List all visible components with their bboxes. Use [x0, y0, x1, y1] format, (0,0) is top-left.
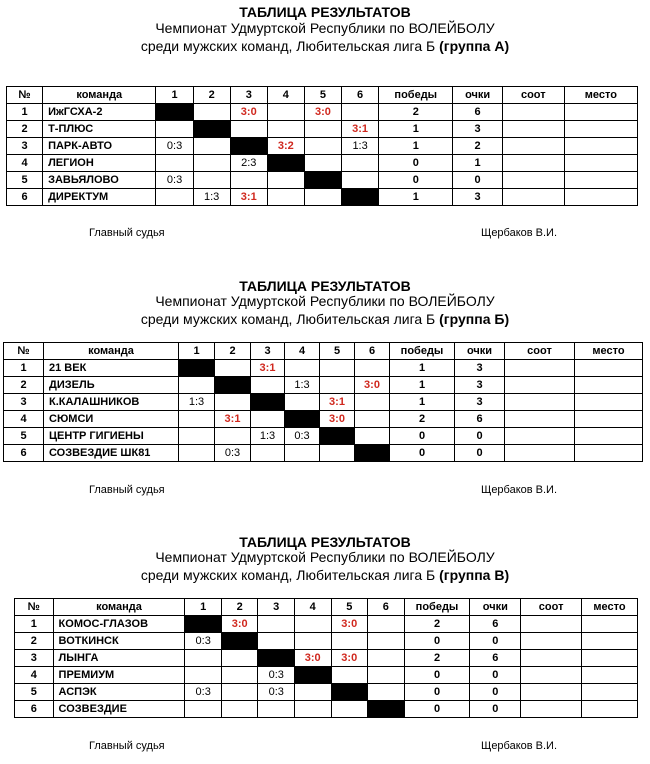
results-table	[14, 598, 638, 718]
self-match-cell	[267, 155, 304, 172]
column-header-c2: 2	[193, 87, 230, 104]
column-header-c2: 2	[215, 343, 251, 360]
column-header-place: место	[564, 87, 637, 104]
table-row	[15, 667, 638, 684]
judge-label: Главный судья	[89, 227, 165, 239]
score-cell: 0:3	[185, 633, 222, 650]
column-header-place: место	[582, 599, 638, 616]
score-cell	[342, 172, 379, 189]
column-header-pts: очки	[470, 599, 521, 616]
group-label: (группа В)	[439, 567, 510, 583]
score-cell: 3:0	[331, 616, 368, 633]
table-row	[7, 138, 638, 155]
score-cell	[368, 616, 405, 633]
score-cell	[355, 428, 390, 445]
ratio-cell	[502, 138, 564, 155]
row-number: 5	[7, 172, 43, 189]
table-row	[4, 360, 643, 377]
results-table	[3, 342, 643, 462]
self-match-cell	[215, 377, 251, 394]
score-cell	[258, 701, 295, 718]
ratio-cell	[505, 411, 575, 428]
place-cell	[564, 189, 637, 206]
score-cell	[251, 411, 285, 428]
group-label: (группа А)	[439, 38, 510, 54]
points-cell: 3	[453, 189, 502, 206]
team-name: ПРЕМИУМ	[53, 667, 185, 684]
table-row	[15, 616, 638, 633]
score-cell	[215, 394, 251, 411]
points-cell: 2	[453, 138, 502, 155]
column-header-place: место	[575, 343, 643, 360]
score-cell: 3:1	[342, 121, 379, 138]
place-cell	[564, 121, 637, 138]
column-header-team: команда	[43, 87, 156, 104]
column-header-c1: 1	[156, 87, 193, 104]
score-cell	[285, 394, 320, 411]
judge-label: Главный судья	[89, 740, 165, 752]
place-cell	[582, 650, 638, 667]
team-name: АСПЭК	[53, 684, 185, 701]
table-row	[7, 121, 638, 138]
score-cell: 0:3	[285, 428, 320, 445]
team-name: ПАРК-АВТО	[43, 138, 156, 155]
row-number: 3	[4, 394, 44, 411]
score-cell	[179, 428, 215, 445]
score-cell	[179, 411, 215, 428]
wins-cell: 1	[379, 121, 453, 138]
column-header-c3: 3	[251, 343, 285, 360]
column-header-c1: 1	[179, 343, 215, 360]
score-cell	[230, 172, 267, 189]
self-match-cell	[285, 411, 320, 428]
wins-cell: 1	[390, 394, 455, 411]
self-match-cell	[320, 428, 355, 445]
score-cell: 3:2	[267, 138, 304, 155]
score-cell	[179, 445, 215, 462]
column-header-c1: 1	[185, 599, 222, 616]
score-cell	[251, 445, 285, 462]
wins-cell: 0	[390, 428, 455, 445]
place-cell	[582, 684, 638, 701]
self-match-cell	[331, 684, 368, 701]
score-cell: 3:1	[320, 394, 355, 411]
score-cell	[230, 121, 267, 138]
column-header-c5: 5	[320, 343, 355, 360]
score-cell	[342, 104, 379, 121]
place-cell	[575, 360, 643, 377]
score-cell	[267, 189, 304, 206]
table-row	[15, 633, 638, 650]
points-cell: 0	[470, 633, 521, 650]
column-header-c4: 4	[294, 599, 331, 616]
team-name: СЮМСИ	[44, 411, 179, 428]
self-match-cell	[355, 445, 390, 462]
score-cell: 3:0	[221, 616, 258, 633]
table-row	[7, 155, 638, 172]
column-header-c6: 6	[368, 599, 405, 616]
ratio-cell	[521, 701, 582, 718]
ratio-cell	[502, 189, 564, 206]
column-header-c3: 3	[258, 599, 295, 616]
column-header-c4: 4	[285, 343, 320, 360]
column-header-c6: 6	[355, 343, 390, 360]
column-header-num: №	[4, 343, 44, 360]
score-cell	[368, 667, 405, 684]
ratio-cell	[505, 394, 575, 411]
score-cell: 0:3	[258, 684, 295, 701]
score-cell: 0:3	[185, 684, 222, 701]
place-cell	[564, 104, 637, 121]
score-cell	[304, 155, 341, 172]
score-cell	[215, 428, 251, 445]
points-cell: 0	[455, 445, 505, 462]
points-cell: 0	[470, 667, 521, 684]
score-cell: 1:3	[179, 394, 215, 411]
score-cell	[294, 633, 331, 650]
score-cell	[179, 377, 215, 394]
header-row	[7, 87, 638, 104]
team-name: ЛЕГИОН	[43, 155, 156, 172]
league-line: среди мужских команд, Любительская лига Б (группа Б)	[140, 311, 510, 327]
place-cell	[564, 138, 637, 155]
score-cell: 1:3	[251, 428, 285, 445]
place-cell	[575, 445, 643, 462]
page-title: ТАБЛИЦА РЕЗУЛЬТАТОВ	[239, 4, 411, 20]
championship-line: Чемпионат Удмуртской Республики по ВОЛЕЙБОЛУ	[155, 549, 495, 565]
judge-name: Щербаков В.И.	[481, 484, 558, 496]
ratio-cell	[521, 650, 582, 667]
judge-label: Главный судья	[89, 484, 165, 496]
score-cell	[368, 650, 405, 667]
team-name: СОЗВЕЗДИЕ ШК81	[44, 445, 179, 462]
header-row	[4, 343, 643, 360]
wins-cell: 2	[404, 650, 470, 667]
row-number: 2	[7, 121, 43, 138]
place-cell	[582, 633, 638, 650]
table-row	[7, 104, 638, 121]
score-cell	[193, 172, 230, 189]
team-name: ЦЕНТР ГИГИЕНЫ	[44, 428, 179, 445]
league-line: среди мужских команд, Любительская лига Б (группа В)	[140, 567, 510, 583]
wins-cell: 0	[379, 172, 453, 189]
score-cell	[331, 667, 368, 684]
score-cell: 1:3	[285, 377, 320, 394]
column-header-c6: 6	[342, 87, 379, 104]
score-cell	[355, 411, 390, 428]
row-number: 2	[4, 377, 44, 394]
wins-cell: 2	[379, 104, 453, 121]
score-cell	[285, 445, 320, 462]
team-name: 21 ВЕК	[44, 360, 179, 377]
score-cell	[342, 155, 379, 172]
score-cell	[221, 684, 258, 701]
score-cell: 3:0	[294, 650, 331, 667]
row-number: 5	[15, 684, 54, 701]
score-cell	[355, 394, 390, 411]
wins-cell: 1	[390, 360, 455, 377]
wins-cell: 0	[404, 633, 470, 650]
score-cell	[156, 189, 193, 206]
column-header-wins: победы	[379, 87, 453, 104]
place-cell	[582, 616, 638, 633]
column-header-wins: победы	[404, 599, 470, 616]
score-cell: 3:0	[230, 104, 267, 121]
score-cell	[221, 701, 258, 718]
score-cell	[320, 377, 355, 394]
score-cell	[355, 360, 390, 377]
score-cell	[185, 650, 222, 667]
wins-cell: 0	[404, 667, 470, 684]
header-row	[15, 599, 638, 616]
points-cell: 0	[470, 684, 521, 701]
column-header-c3: 3	[230, 87, 267, 104]
table-row	[15, 701, 638, 718]
ratio-cell	[521, 633, 582, 650]
column-header-team: команда	[53, 599, 185, 616]
score-cell: 0:3	[156, 138, 193, 155]
score-cell: 0:3	[156, 172, 193, 189]
page-title: ТАБЛИЦА РЕЗУЛЬТАТОВ	[239, 278, 411, 294]
self-match-cell	[368, 701, 405, 718]
score-cell	[294, 616, 331, 633]
wins-cell: 1	[379, 189, 453, 206]
column-header-wins: победы	[390, 343, 455, 360]
score-cell	[258, 633, 295, 650]
place-cell	[575, 428, 643, 445]
column-header-num: №	[7, 87, 43, 104]
score-cell	[331, 701, 368, 718]
ratio-cell	[502, 172, 564, 189]
score-cell	[193, 104, 230, 121]
score-cell: 1:3	[193, 189, 230, 206]
score-cell	[294, 684, 331, 701]
score-cell: 3:0	[320, 411, 355, 428]
team-name: ЗАВЬЯЛОВО	[43, 172, 156, 189]
score-cell	[294, 701, 331, 718]
ratio-cell	[505, 377, 575, 394]
team-name: СОЗВЕЗДИЕ	[53, 701, 185, 718]
ratio-cell	[505, 445, 575, 462]
self-match-cell	[179, 360, 215, 377]
score-cell	[368, 633, 405, 650]
score-cell	[156, 121, 193, 138]
wins-cell: 0	[404, 701, 470, 718]
ratio-cell	[502, 155, 564, 172]
score-cell	[331, 633, 368, 650]
row-number: 6	[7, 189, 43, 206]
table-row	[7, 172, 638, 189]
row-number: 4	[15, 667, 54, 684]
ratio-cell	[521, 616, 582, 633]
self-match-cell	[230, 138, 267, 155]
league-line: среди мужских команд, Любительская лига Б (группа А)	[140, 38, 510, 54]
place-cell	[564, 172, 637, 189]
table-row	[4, 394, 643, 411]
self-match-cell	[156, 104, 193, 121]
ratio-cell	[505, 428, 575, 445]
score-cell	[221, 650, 258, 667]
table-row	[4, 411, 643, 428]
self-match-cell	[258, 650, 295, 667]
row-number: 3	[7, 138, 43, 155]
ratio-cell	[505, 360, 575, 377]
team-name: ЛЫНГА	[53, 650, 185, 667]
self-match-cell	[185, 616, 222, 633]
score-cell	[304, 189, 341, 206]
table-row	[7, 189, 638, 206]
score-cell	[320, 445, 355, 462]
results-table	[6, 86, 638, 206]
column-header-pts: очки	[455, 343, 505, 360]
points-cell: 0	[470, 701, 521, 718]
points-cell: 6	[470, 650, 521, 667]
points-cell: 3	[453, 121, 502, 138]
score-cell	[215, 360, 251, 377]
row-number: 6	[4, 445, 44, 462]
score-cell	[368, 684, 405, 701]
table-row	[4, 445, 643, 462]
team-name: ИжГСХА-2	[43, 104, 156, 121]
score-cell: 1:3	[342, 138, 379, 155]
row-number: 1	[7, 104, 43, 121]
row-number: 2	[15, 633, 54, 650]
place-cell	[582, 667, 638, 684]
score-cell: 3:0	[355, 377, 390, 394]
self-match-cell	[342, 189, 379, 206]
score-cell	[267, 104, 304, 121]
column-header-c5: 5	[331, 599, 368, 616]
ratio-cell	[521, 684, 582, 701]
score-cell	[267, 121, 304, 138]
row-number: 6	[15, 701, 54, 718]
score-cell: 0:3	[215, 445, 251, 462]
column-header-team: команда	[44, 343, 179, 360]
table-row	[15, 650, 638, 667]
score-cell	[304, 138, 341, 155]
wins-cell: 2	[390, 411, 455, 428]
points-cell: 6	[453, 104, 502, 121]
table-row	[4, 428, 643, 445]
place-cell	[564, 155, 637, 172]
self-match-cell	[304, 172, 341, 189]
group-label: (группа Б)	[439, 311, 510, 327]
score-cell	[193, 155, 230, 172]
score-cell	[185, 701, 222, 718]
score-cell	[320, 360, 355, 377]
score-cell: 3:0	[331, 650, 368, 667]
championship-line: Чемпионат Удмуртской Республики по ВОЛЕЙБОЛУ	[155, 20, 495, 36]
place-cell	[575, 377, 643, 394]
column-header-c2: 2	[221, 599, 258, 616]
wins-cell: 1	[390, 377, 455, 394]
self-match-cell	[193, 121, 230, 138]
team-name: К.КАЛАШНИКОВ	[44, 394, 179, 411]
team-name: Т-ПЛЮС	[43, 121, 156, 138]
row-number: 1	[4, 360, 44, 377]
table-row	[4, 377, 643, 394]
team-name: ДИРЕКТУМ	[43, 189, 156, 206]
column-header-c5: 5	[304, 87, 341, 104]
points-cell: 1	[453, 155, 502, 172]
team-name: ДИЗЕЛЬ	[44, 377, 179, 394]
score-cell	[156, 155, 193, 172]
team-name: ВОТКИНСК	[53, 633, 185, 650]
score-cell	[267, 172, 304, 189]
wins-cell: 0	[404, 684, 470, 701]
points-cell: 6	[455, 411, 505, 428]
ratio-cell	[502, 121, 564, 138]
score-cell	[304, 121, 341, 138]
score-cell	[221, 667, 258, 684]
judge-name: Щербаков В.И.	[481, 740, 558, 752]
score-cell	[258, 616, 295, 633]
wins-cell: 0	[379, 155, 453, 172]
score-cell	[193, 138, 230, 155]
column-header-num: №	[15, 599, 54, 616]
row-number: 4	[7, 155, 43, 172]
column-header-c4: 4	[267, 87, 304, 104]
score-cell: 3:1	[230, 189, 267, 206]
points-cell: 0	[455, 428, 505, 445]
points-cell: 0	[453, 172, 502, 189]
column-header-ratio: соот	[521, 599, 582, 616]
wins-cell: 1	[379, 138, 453, 155]
points-cell: 3	[455, 360, 505, 377]
wins-cell: 2	[404, 616, 470, 633]
ratio-cell	[521, 667, 582, 684]
table-row	[15, 684, 638, 701]
score-cell	[285, 360, 320, 377]
page-title: ТАБЛИЦА РЕЗУЛЬТАТОВ	[239, 534, 411, 550]
row-number: 5	[4, 428, 44, 445]
self-match-cell	[251, 394, 285, 411]
self-match-cell	[221, 633, 258, 650]
place-cell	[575, 394, 643, 411]
score-cell: 2:3	[230, 155, 267, 172]
judge-name: Щербаков В.И.	[481, 227, 558, 239]
score-cell: 0:3	[258, 667, 295, 684]
points-cell: 3	[455, 377, 505, 394]
score-cell	[251, 377, 285, 394]
points-cell: 3	[455, 394, 505, 411]
self-match-cell	[294, 667, 331, 684]
team-name: КОМОС-ГЛАЗОВ	[53, 616, 185, 633]
ratio-cell	[502, 104, 564, 121]
row-number: 3	[15, 650, 54, 667]
row-number: 4	[4, 411, 44, 428]
score-cell: 3:1	[251, 360, 285, 377]
score-cell: 3:0	[304, 104, 341, 121]
points-cell: 6	[470, 616, 521, 633]
column-header-ratio: соот	[505, 343, 575, 360]
wins-cell: 0	[390, 445, 455, 462]
row-number: 1	[15, 616, 54, 633]
column-header-ratio: соот	[502, 87, 564, 104]
score-cell: 3:1	[215, 411, 251, 428]
score-cell	[185, 667, 222, 684]
place-cell	[575, 411, 643, 428]
championship-line: Чемпионат Удмуртской Республики по ВОЛЕЙБОЛУ	[155, 293, 495, 309]
column-header-pts: очки	[453, 87, 502, 104]
place-cell	[582, 701, 638, 718]
